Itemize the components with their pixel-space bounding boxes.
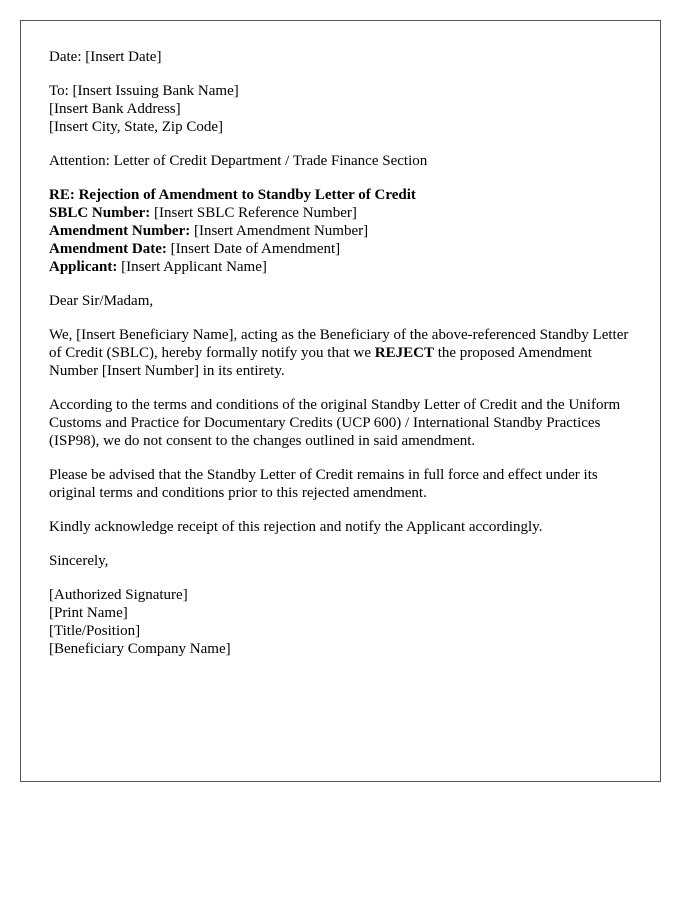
- body-paragraph-1: [49, 326, 632, 380]
- letter-page: [20, 20, 661, 782]
- reference-block: [49, 186, 632, 276]
- recipient-address: [Insert Bank Address]: [49, 101, 181, 117]
- recipient-city: [Insert City, State, Zip Code]: [49, 119, 223, 135]
- sblc-number: [49, 204, 632, 222]
- applicant-label: Applicant:: [49, 259, 118, 275]
- amendment-date: [49, 240, 632, 258]
- subject-line: RE: Rejection of Amendment to Standby Letter of Credit: [49, 187, 416, 203]
- title-position: [Title/Position]: [49, 623, 141, 639]
- p1-text-end: the proposed Amendment Number [Insert Number] in its entirety.: [49, 345, 592, 379]
- date-line: Date: [Insert Date]: [49, 49, 162, 65]
- company-name: [Beneficiary Company Name]: [49, 641, 231, 657]
- closing: Sincerely,: [49, 553, 109, 569]
- amendment-date-value: [Insert Date of Amendment]: [166, 241, 341, 257]
- body-paragraph-2: According to the terms and conditions of the original Standby Letter of Credit and the Uniform Customs and Practice for Documentary Credits (UCP 600) / International Standby Practices (ISP98), we do not consent to the changes outlined in said amendment.: [49, 397, 621, 449]
- amendment-number: [49, 222, 632, 240]
- body-paragraph-4: Kindly acknowledge receipt of this rejection and notify the Applicant accordingly.: [49, 519, 543, 535]
- signature-block: [49, 586, 632, 658]
- applicant-value: [Insert Applicant Name]: [117, 259, 267, 275]
- recipient-to: To: [Insert Issuing Bank Name]: [49, 83, 239, 99]
- amendment-number-label: Amendment Number:: [49, 223, 191, 239]
- recipient-block: [49, 82, 632, 136]
- reject-emphasis: REJECT: [374, 345, 434, 361]
- amendment-date-label: Amendment Date:: [49, 241, 167, 257]
- amendment-number-value: [Insert Amendment Number]: [190, 223, 369, 239]
- print-name: [Print Name]: [49, 605, 128, 621]
- sblc-label: SBLC Number:: [49, 205, 151, 221]
- authorized-signature: [Authorized Signature]: [49, 587, 188, 603]
- applicant: [49, 258, 632, 276]
- salutation: Dear Sir/Madam,: [49, 293, 154, 309]
- sblc-value: [Insert SBLC Reference Number]: [150, 205, 357, 221]
- p1-text: We, [Insert Beneficiary Name], acting as the Beneficiary of the above-referenced Standby Letter of Credit (SBLC), hereby formally notify you that we: [49, 327, 629, 361]
- body-paragraph-3: Please be advised that the Standby Letter of Credit remains in full force and effect under its original terms and conditions prior to this rejected amendment.: [49, 467, 598, 501]
- attention-line: Attention: Letter of Credit Department / Trade Finance Section: [49, 153, 428, 169]
